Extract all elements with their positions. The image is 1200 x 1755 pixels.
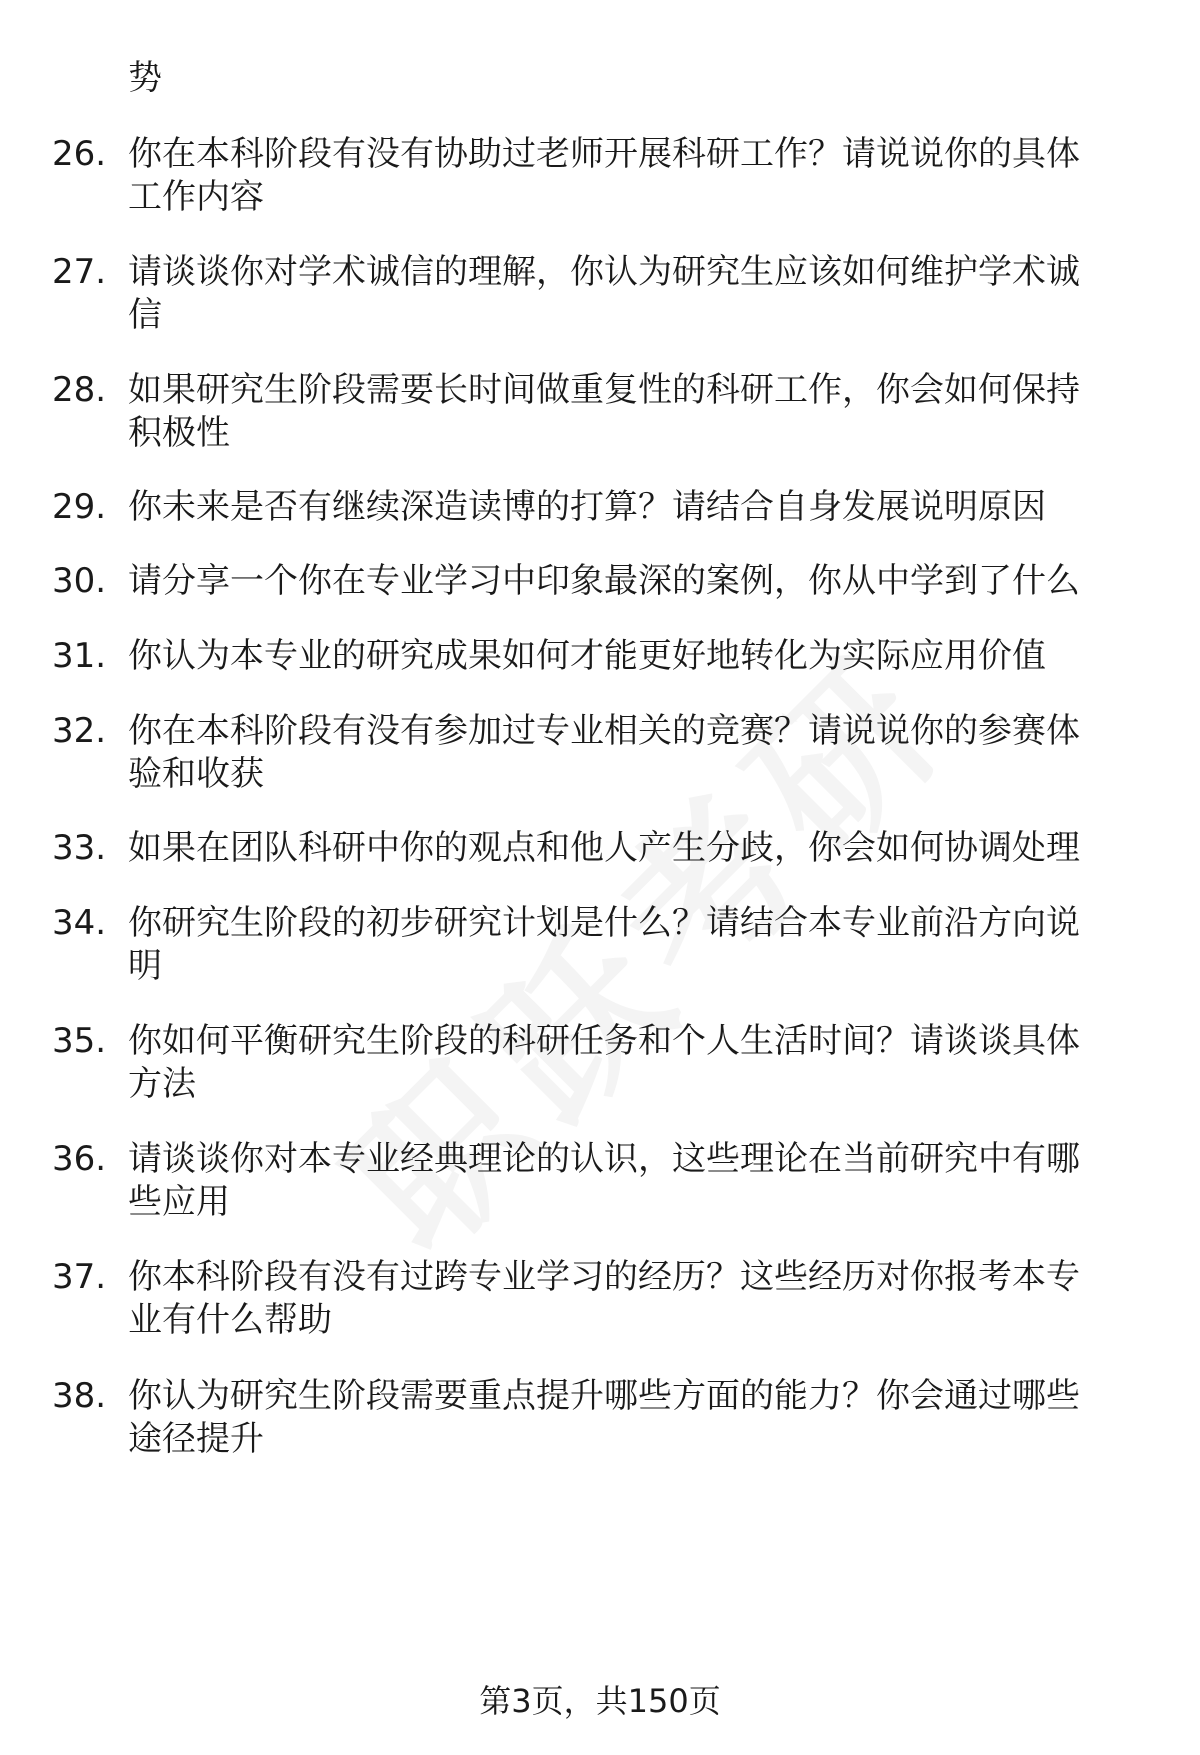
item-text-line: 请分享一个你在专业学习中印象最深的案例，你从中学到了什么: [128, 561, 1080, 601]
item-text-line: 些应用: [128, 1182, 230, 1222]
item-number: 26.: [52, 134, 107, 174]
item-number: 28.: [52, 370, 107, 410]
item-text-line: 你在本科阶段有没有参加过专业相关的竞赛？请说说你的参赛体: [128, 711, 1080, 751]
item-text-line: 你本科阶段有没有过跨专业学习的经历？这些经历对你报考本专: [128, 1257, 1080, 1297]
item-number: 37.: [52, 1257, 107, 1297]
item-text-line: 验和收获: [128, 754, 264, 794]
item-number: 32.: [52, 711, 107, 751]
item-text-line: 积极性: [128, 413, 230, 453]
item-number: 27.: [52, 252, 107, 292]
page-number-footer: 第3页，共150页: [479, 1682, 721, 1720]
item-text-line: 信: [128, 295, 162, 335]
item-text-line: 业有什么帮助: [128, 1300, 332, 1340]
item-text-line: 途径提升: [128, 1419, 264, 1459]
item-number: 29.: [52, 487, 107, 527]
item-text-line: 势: [128, 58, 162, 98]
item-text-line: 方法: [128, 1064, 196, 1104]
item-text-line: 请谈谈你对本专业经典理论的认识，这些理论在当前研究中有哪: [128, 1139, 1080, 1179]
item-text-line: 如果在团队科研中你的观点和他人产生分歧，你会如何协调处理: [128, 828, 1080, 868]
item-number: 35.: [52, 1021, 107, 1061]
item-text-line: 请谈谈你对学术诚信的理解，你认为研究生应该如何维护学术诚: [128, 252, 1080, 292]
item-text-line: 你在本科阶段有没有协助过老师开展科研工作？请说说你的具体: [128, 134, 1080, 174]
item-text-line: 明: [128, 946, 162, 986]
item-text-line: 如果研究生阶段需要长时间做重复性的科研工作，你会如何保持: [128, 370, 1080, 410]
item-number: 36.: [52, 1139, 107, 1179]
item-number: 30.: [52, 561, 107, 601]
item-text-line: 你研究生阶段的初步研究计划是什么？请结合本专业前沿方向说: [128, 903, 1080, 943]
item-number: 34.: [52, 903, 107, 943]
item-text-line: 你如何平衡研究生阶段的科研任务和个人生活时间？请谈谈具体: [128, 1021, 1080, 1061]
item-text-line: 你认为本专业的研究成果如何才能更好地转化为实际应用价值: [128, 636, 1046, 676]
item-number: 33.: [52, 828, 107, 868]
item-number: 31.: [52, 636, 107, 676]
item-number: 38.: [52, 1376, 107, 1416]
item-text-line: 你未来是否有继续深造读博的打算？请结合自身发展说明原因: [128, 487, 1046, 527]
item-text-line: 你认为研究生阶段需要重点提升哪些方面的能力？你会通过哪些: [128, 1376, 1080, 1416]
item-text-line: 工作内容: [128, 177, 264, 217]
